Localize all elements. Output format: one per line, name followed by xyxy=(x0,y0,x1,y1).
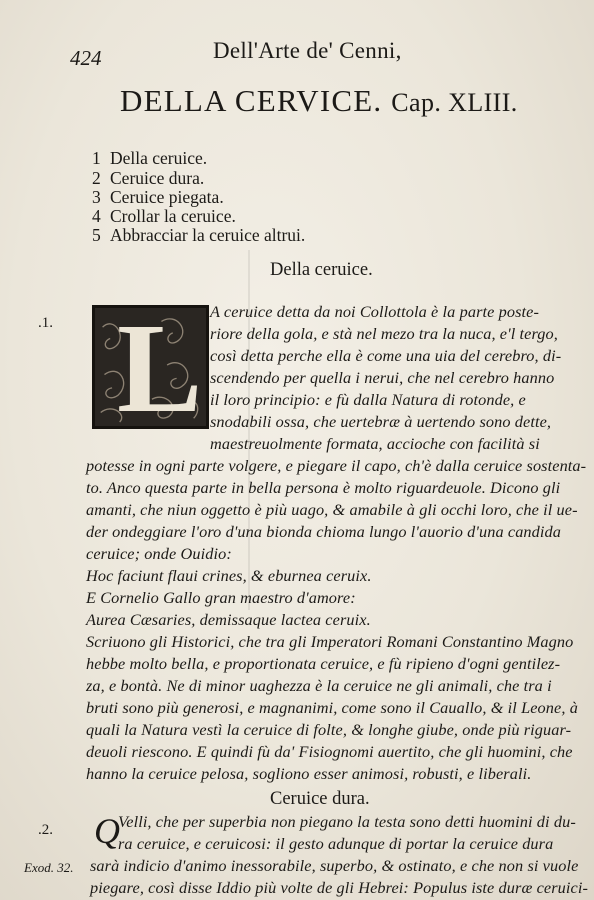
drop-cap-letter: L xyxy=(117,297,203,439)
text-line: bruti sono più generosi, e magnanimi, come sono il Cauallo, & il Leone, à xyxy=(86,698,578,717)
text-line: amanti, che niun oggetto è più uago, & amabile à gli occhi loro, che il ue- xyxy=(86,500,578,519)
toc-label: Ceruice piegata. xyxy=(110,187,224,207)
text-line: A ceruice detta da noi Collottola è la parte poste- xyxy=(210,302,540,321)
text-line: riore della gola, e stà nel mezo tra la nuca, e'l tergo, xyxy=(210,324,558,343)
margin-number: .2. xyxy=(38,822,53,838)
text-line: così detta perche ella è come una uia del cerebro, di- xyxy=(210,346,562,365)
toc-number: 2 xyxy=(92,168,101,188)
initial-letter: Q xyxy=(94,811,120,851)
toc-item xyxy=(92,148,207,169)
toc-number: 5 xyxy=(92,225,101,245)
margin-reference: Exod. 32. xyxy=(24,860,74,875)
text-line: potesse in ogni parte volgere, e piegare il capo, ch'è dalla ceruice sostenta- xyxy=(86,456,587,475)
quotation-line: Aurea Cæsaries, demissaque lactea ceruix. xyxy=(86,610,371,629)
text-line: quali la Natura vestì la ceruice di folte, & longhe giube, onde più riguar- xyxy=(86,720,572,739)
text-line: deuoli riescono. E quindi fù da' Fisiognomi auertito, che gli huomini, che xyxy=(86,742,573,761)
section-title: Della ceruice. xyxy=(270,260,373,280)
text-line: ceruice; onde Ouidio: xyxy=(86,544,232,563)
toc-item xyxy=(92,206,236,227)
text-line: maestreuolmente formata, accioche con facilità si xyxy=(210,434,540,453)
page-number: 424 xyxy=(70,46,102,70)
toc-item xyxy=(92,225,305,246)
toc-item xyxy=(92,187,224,208)
text-line: Scriuono gli Historici, che tra gli Imperatori Romani Constantino Magno xyxy=(86,632,574,651)
toc-label: Crollar la ceruice. xyxy=(110,206,236,226)
running-title: Dell'Arte de' Cenni, xyxy=(213,38,402,63)
text-line: il loro principio: e fù dalla Natura di rotonde, e xyxy=(210,390,526,409)
text-line: ra ceruice, e ceruicosi: il gesto adunque di portar la ceruice dura xyxy=(118,834,554,853)
chapter-heading xyxy=(120,83,518,119)
quotation-line: Hoc faciunt flaui crines, & eburnea ceruix. xyxy=(86,566,372,585)
toc-label: Abbracciar la ceruice altrui. xyxy=(110,225,306,245)
toc-number: 1 xyxy=(92,148,101,168)
text-line: hebbe molto bella, e proportionata ceruice, e fù ripieno d'ogni gentilez- xyxy=(86,654,561,673)
text-line: scendendo per quella i nerui, che nel cerebro hanno xyxy=(210,368,555,387)
margin-number: .1. xyxy=(38,315,53,331)
toc-number: 3 xyxy=(92,187,101,207)
text-line: sarà indicio d'animo inessorabile, superbo, & ostinato, e che non si vuole xyxy=(90,856,579,875)
toc-number: 4 xyxy=(92,206,101,226)
chapter-title: DELLA CERVICE. xyxy=(120,83,383,118)
text-line: der ondeggiare l'oro d'una bionda chioma lungo l'auorio d'una candida xyxy=(86,522,562,541)
text-line: snodabili ossa, che uertebræ à uertendo sono dette, xyxy=(210,412,552,431)
text-line: to. Anco questa parte in bella persona è molto riguardeuole. Dicono gli xyxy=(86,478,561,497)
chapter-number: Cap. XLIII. xyxy=(391,88,518,117)
text-line: Velli, che per superbia non piegano la testa sono detti huomini di du- xyxy=(118,812,576,831)
decorated-initial xyxy=(92,297,209,439)
text-line: hanno la ceruice pelosa, sogliono esser animosi, robusti, e liberali. xyxy=(86,764,532,783)
text-line: piegare, così disse Iddio più volte de gli Hebrei: Populus iste duræ ceruici- xyxy=(90,878,589,897)
toc-item xyxy=(92,168,204,189)
toc-label: Ceruice dura. xyxy=(110,168,205,188)
text-line: E Cornelio Gallo gran maestro d'amore: xyxy=(86,588,356,607)
section-title: Ceruice dura. xyxy=(270,789,370,809)
toc-label: Della ceruice. xyxy=(110,148,208,168)
text-line: za, e bontà. Ne di minor uaghezza è la ceruice ne gli animali, che tra i xyxy=(86,676,552,695)
